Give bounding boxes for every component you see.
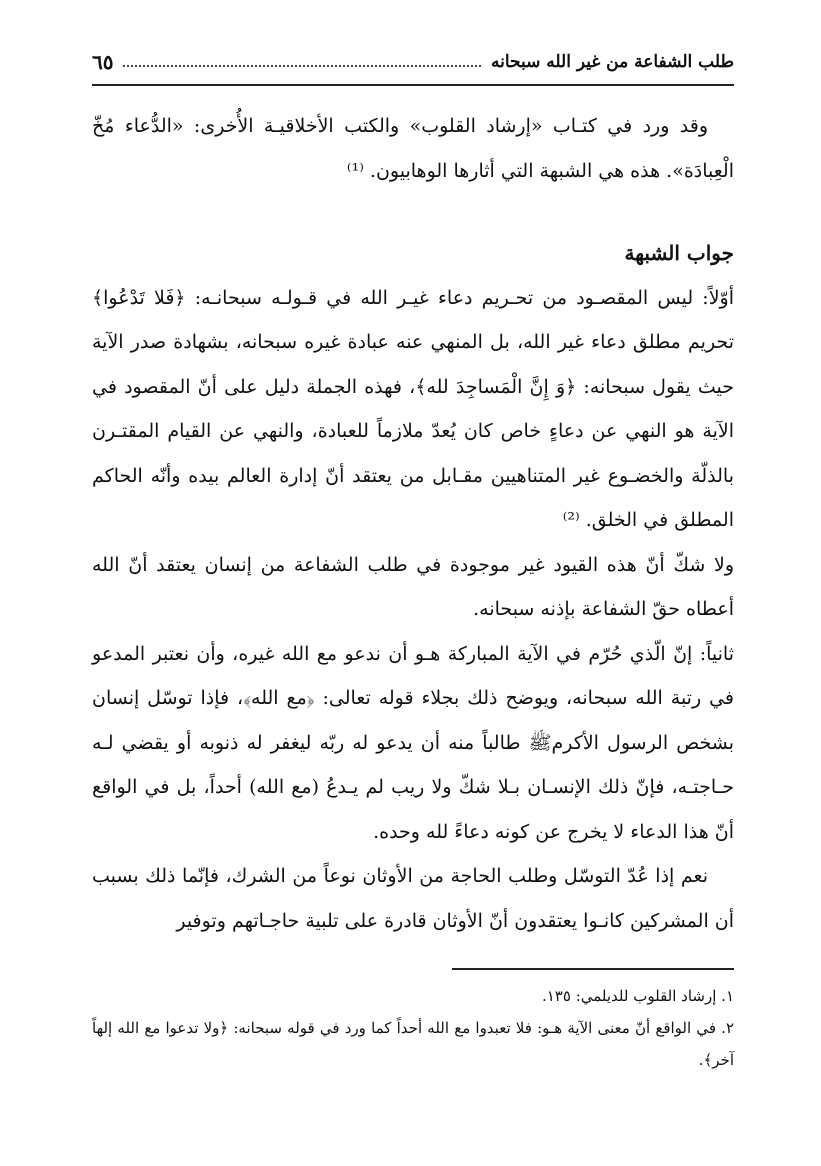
paragraph-intro: وقد ورد في كتـاب «إرشاد القلوب» والكتب الأخلاقيـة الأُخرى: «الدُّعاء مُخّ الْعِبادَة». هذه هي الشبهة التي أثارها الوهابيون. ⁽¹⁾ (92, 115, 734, 182)
paragraph-idol-tawassul: نعم إذا عُدّ التوسّل وطلب الحاجة من الأوثان نوعاً من الشرك، فإنّما ذلك بسبب أن المشركين كانـوا يعتقدون أنّ الأوثان قادرة على تلبية حاجـاتهم وتوفير (92, 865, 734, 932)
footnote-2: ٢. في الواقع أنّ معنى الآية هـو: فلا تعبدوا مع الله أحداً كما ورد في قوله سبحانه: ﴿ولا تدعوا مع الله إلهاً آخر﴾. (92, 1019, 734, 1069)
header-rule (92, 84, 734, 86)
page-number: ٦٥ (92, 50, 114, 74)
footnotes (92, 980, 734, 1076)
paragraph-first-answer: أوّلاً: ليس المقصـود من تحـريم دعاء غيـر الله في قـولـه سبحانـه: ﴿فَلا تَدْعُوا﴾ تحريم مطلق دعاء غير الله، بل المنهي عنه عبادة غيره سبحانه، بشهادة صدر الآية حيث يقول سبحانه: ﴿وَ إِنَّ الْمَساجِدَ لله﴾، فهذه الجملة دليل على أنّ المقصود في الآية هو النهي عن دعاءٍ خاص كان يُعدّ ملازماً للعبادة، والنهي عن القيام المقتـرن بالذلّة والخضـوع غير المتناهيين مقـابل من يعتقد أنّ إدارة العالم بيده وأنّه الحاكم المطلق في الخلق. ⁽²⁾ (92, 286, 734, 531)
page-header (92, 44, 734, 80)
footnote-rule (452, 968, 734, 970)
paragraph-no-doubt: ولا شكّ أنّ هذه القيود غير موجودة في طلب الشفاعة من إنسان يعتقد أنّ الله أعطاه حقّ الشفاعة بإذنه سبحانه. (92, 553, 734, 620)
section-heading: جواب الشبهة (624, 241, 734, 265)
footnote-1: ١. إرشاد القلوب للديلمي: ١٣٥. (541, 987, 734, 1005)
main-text (92, 104, 734, 943)
running-title: طلب الشفاعة من غير الله سبحانه (490, 52, 734, 72)
paragraph-second-answer: ثانياً: إنّ الّذي حُرّم في الآية المباركة هـو أن ندعو مع الله غيره، وأن نعتبر المدعو في رتبة الله سبحانه، ويوضح ذلك بجلاء قوله تعالى: ﴿مع الله﴾، فإذا توسّل إنسان بشخص الرسول الأكرمﷺ طالباً منه أن يدعو له ربّه ليغفر له ذنوبه أو يقضي لـه حـاجتـه، فإنّ ذلك الإنسـان بـلا شكّ ولا ريب لم يـدعُ (مع الله) أحداً، بل في الواقع أنّ هذا الدعاء لا يخرج عن كونه دعاءً لله وحده. (92, 642, 734, 843)
header-dot-leader (123, 65, 481, 67)
